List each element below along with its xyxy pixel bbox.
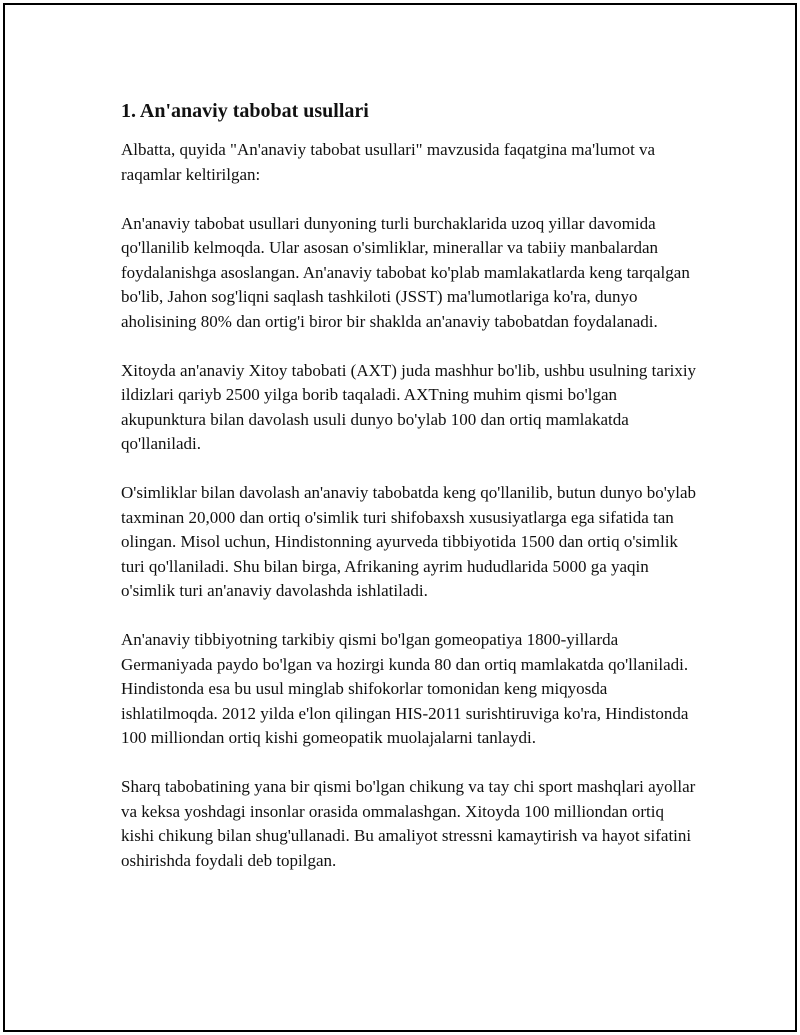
paragraph-chinese-medicine: Xitoyda an'anaviy Xitoy tabobati (AXT) juda mashhur bo'lib, ushbu usulning tarixiy ildizlari qariyb 2500 yilga borib taqaladi. AXTning muhim qismi bo'lgan akupunktura bilan davolash usuli dunyo bo'ylab 100 dan ortiq mamlakatda qo'llaniladi.: [121, 360, 697, 453]
paragraph-homeopathy: An'anaviy tibbiyotning tarkibiy qismi bo'lgan gomeopatiya 1800-yillarda Germaniyada paydo bo'lgan va hozirgi kunda 80 dan ortiq mamlakatda qo'llaniladi. Hindistonda esa bu usul minglab shifokorlar tomonidan keng miqyosda ishlatilmoqda. 2012 yilda e'lon qilingan HIS-2011 surishtiruviga ko'ra, Hindistonda 100 milliondan ortiq kishi gomeopatik muolajalarni tanlaydi.: [121, 630, 689, 747]
document-body: [121, 98, 701, 898]
paragraph-overview: An'anaviy tabobat usullari dunyoning turli burchaklarida uzoq yillar davomida qo'llanilib kelmoqda. Ular asosan o'simliklar, minerallar va tabiiy manbalardan foydalanishga asoslangan. An'anaviy tabobat ko'plab mamlakatlarda keng tarqalgan bo'lib, Jahon sog'liqni saqlash tashkiloti (JSST) ma'lumotlariga ko'ra, dunyo aholisining 80% dan ortig'i biror bir shaklda an'anaviy tabobatdan foydalanadi.: [121, 213, 690, 331]
paragraph-herbal-medicine: O'simliklar bilan davolash an'anaviy tabobatda keng qo'llanilib, butun dunyo bo'ylab taxminan 20,000 dan ortiq o'simlik turi shifobaxsh xususiyatlarga ega sifatida tan olingan. Misol uchun, Hindistonning ayurveda tibbiyotida 1500 dan ortiq o'simlik turi qo'llaniladi. Shu bilan birga, Afrikaning ayrim hududlarida 5000 ga yaqin o'simlik turi an'anaviy davolashda ishlatiladi.: [121, 483, 697, 600]
paragraph-qigong-taichi: Sharq tabobatining yana bir qismi bo'lgan chikung va tay chi sport mashqlari ayollar va keksa yoshdagi insonlar orasida ommalashgan. Xitoyda 100 milliondan ortiq kishi chikung bilan shug'ullanadi. Bu amaliyot stressni kamaytirish va hayot sifatini oshirishda foydali deb topilgan.: [121, 777, 696, 870]
page-frame: [3, 3, 797, 1032]
section-heading: 1. An'anaviy tabobat usullari: [121, 100, 369, 122]
intro-paragraph: Albatta, quyida "An'anaviy tabobat usullari" mavzusida faqatgina ma'lumot va raqamlar keltirilgan:: [121, 140, 656, 184]
